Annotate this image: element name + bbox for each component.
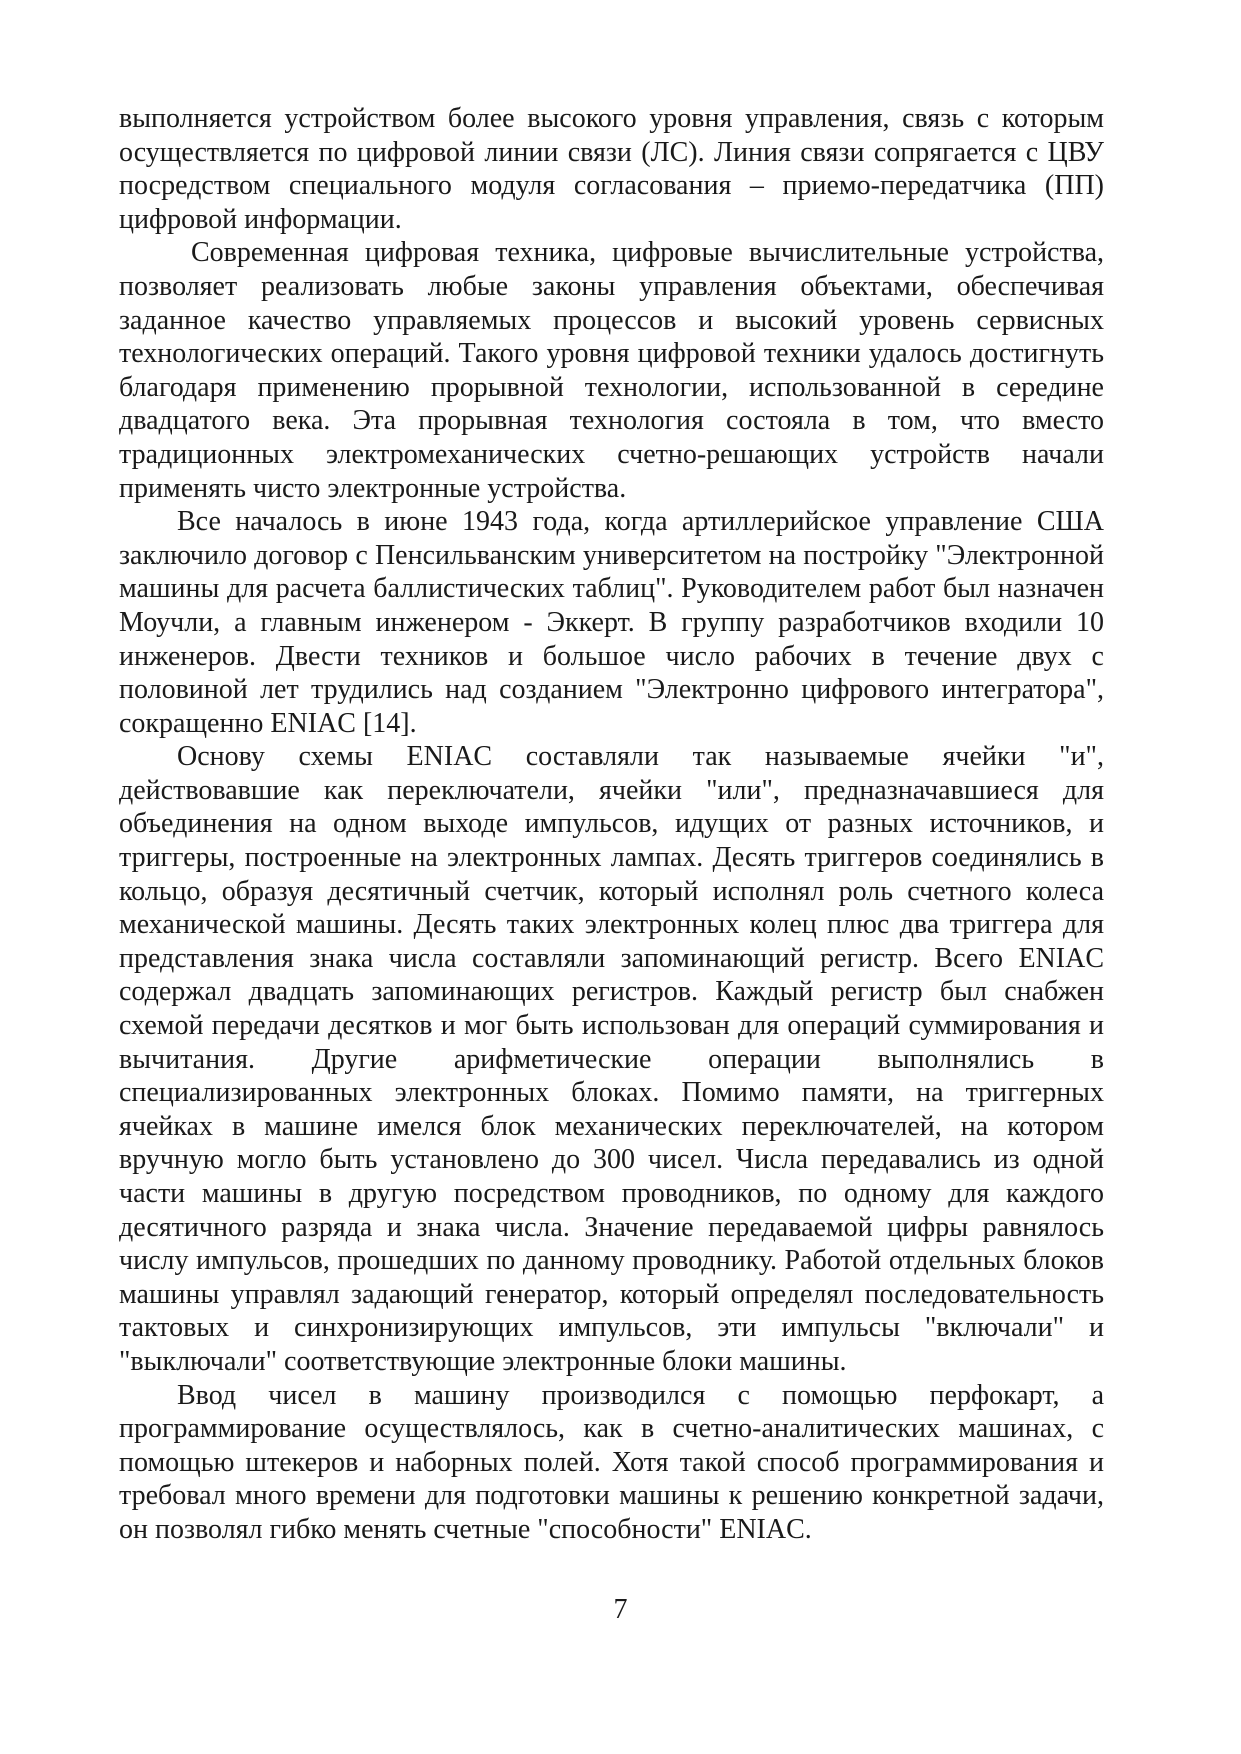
paragraph-3: Все началось в июне 1943 года, когда артиллерийское управление США заключило договор с Пенсильванским университетом на постройку "Электронной машины для расчета баллистических таблиц". Руководителем работ был назначен Моучли, а главным инженером - Эккерт. В группу разработчиков входили 10 инженеров. Двести техников и большое число рабочих в течение двух с половиной лет трудились над созданием "Электронно цифрового интегратора", сокращенно ENIAC [14].	[119, 506, 1104, 739]
paragraph-1: выполняется устройством более высокого уровня управления, связь с которым осуществляется по цифровой линии связи (ЛС). Линия связи сопрягается с ЦВУ посредством специального модуля согласования – приемо-передатчика (ПП) цифровой информации.	[119, 103, 1104, 235]
paragraph-2: Современная цифровая техника, цифровые вычислительные устройства, позволяет реализовать любые законы управления объектами, обеспечивая заданное качество управляемых процессов и высокий уровень сервисных технологических операций. Такого уровня цифровой техники удалось достигнуть благодаря применению прорывной технологии, использованной в середине двадцатого века. Эта прорывная технология состояла в том, что вместо традиционных электромеханических счетно-решающих устройств начали применять чисто электронные устройства.	[119, 237, 1104, 504]
paragraph-4: Основу схемы ENIAC составляли так называемые ячейки "и", действовавшие как переключатели, ячейки "или", предназначавшиеся для объединения на одном выходе импульсов, идущих от разных источников, и триггеры, построенные на электронных лампах. Десять триггеров соединялись в кольцо, образуя десятичный счетчик, который исполнял роль счетного колеса механической машины. Десять таких электронных колец плюс два триггера для представления знака числа составляли запоминающий регистр. Всего ENIAC содержал двадцать запоминающих регистров. Каждый регистр был снабжен схемой передачи десятков и мог быть использован для операций суммирования и вычитания. Другие арифметические операции выполнялись в специализированных электронных блоках. Помимо памяти, на триггерных ячейках в машине имелся блок механических переключателей, на котором вручную могло быть установлено до 300 чисел. Числа передавались из одной части машины в другую посредством проводников, по одному для каждого десятичного разряда и знака числа. Значение передаваемой цифры равнялось числу импульсов, прошедших по данному проводнику. Работой отдельных блоков машины управлял задающий генератор, который определял последовательность тактовых и синхронизирующих импульсов, эти импульсы "включали" и "выключали" соответствующие электронные блоки машины.	[119, 741, 1104, 1377]
paragraph-5: Ввод чисел в машину производился с помощью перфокарт, а программирование осуществлялось, как в счетно-аналитических машинах, с помощью штекеров и наборных полей. Хотя такой способ программирования и требовал много времени для подготовки машины к решению конкретной задачи, он позволял гибко менять счетные "способности" ENIAC.	[119, 1379, 1104, 1545]
document-page	[119, 102, 1104, 1547]
page-number: 7	[613, 1594, 628, 1625]
